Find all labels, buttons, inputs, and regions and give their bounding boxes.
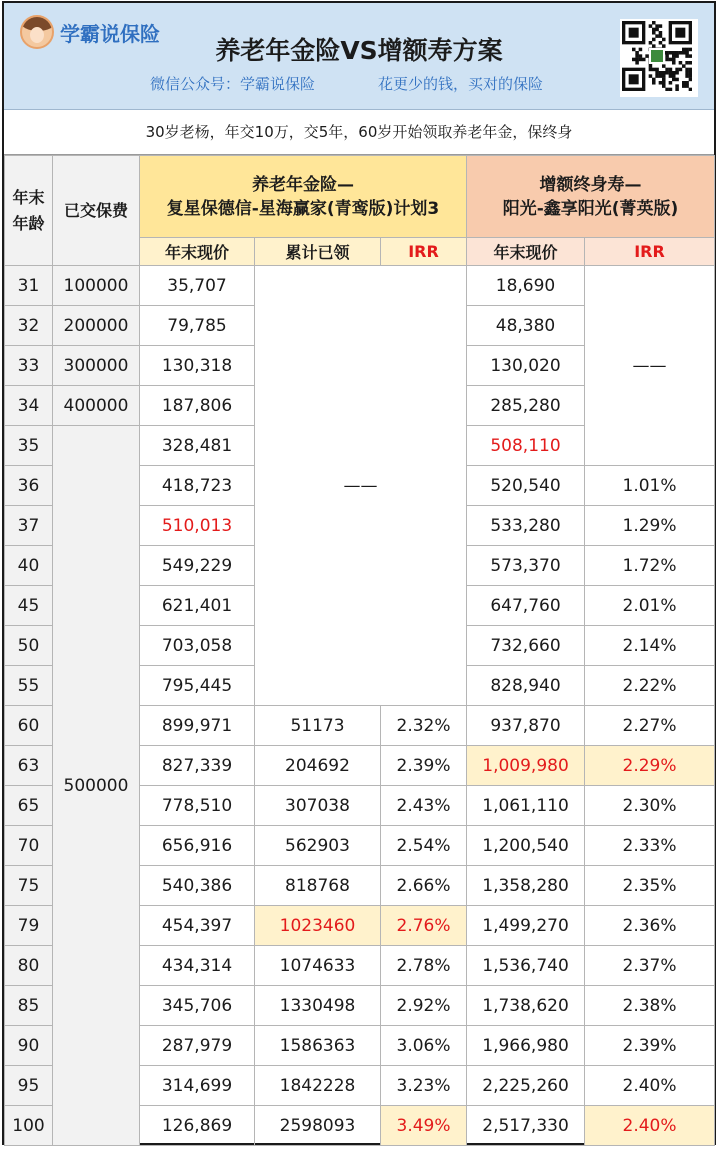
paid-cell: 400000 <box>53 386 140 426</box>
life-cash-value-cell: 1,499,270 <box>467 906 585 946</box>
life-irr-cell: 1.01% <box>585 466 715 506</box>
pension-cash-value-cell: 549,229 <box>140 546 255 586</box>
table-row <box>5 266 715 306</box>
age-cell: 50 <box>5 626 53 666</box>
pension-cash-value-cell: 827,339 <box>140 746 255 786</box>
age-cell: 90 <box>5 1026 53 1066</box>
pension-cash-value-cell: 187,806 <box>140 386 255 426</box>
life-cash-value-cell: 533,280 <box>467 506 585 546</box>
life-cash-value-cell: 2,517,330 <box>467 1106 585 1146</box>
pension-cash-value-cell: 130,318 <box>140 346 255 386</box>
pension-cash-value-cell: 510,013 <box>140 506 255 546</box>
life-cash-value-cell: 828,940 <box>467 666 585 706</box>
pension-irr-header: IRR <box>381 238 467 266</box>
life-irr-cell: 2.35% <box>585 866 715 906</box>
paid-cell-merged: 500000 <box>53 426 140 1146</box>
life-cash-value-cell: 2,225,260 <box>467 1066 585 1106</box>
col-age-header: 年末年龄 <box>5 156 53 266</box>
life-cash-value-cell: 1,009,980 <box>467 746 585 786</box>
life-cash-value-cell: 647,760 <box>467 586 585 626</box>
paid-cell: 100000 <box>53 266 140 306</box>
header-banner <box>4 3 714 110</box>
life-irr-cell: 2.30% <box>585 786 715 826</box>
wechat-account: 微信公众号：学霸说保险 <box>150 75 316 93</box>
pension-cash-value-cell: 434,314 <box>140 946 255 986</box>
age-cell: 75 <box>5 866 53 906</box>
life-irr-cell: 2.01% <box>585 586 715 626</box>
pension-cash-value-cell: 328,481 <box>140 426 255 466</box>
pension-cash-value-cell: 795,445 <box>140 666 255 706</box>
pension-cash-value-cell: 314,699 <box>140 1066 255 1106</box>
paid-cell: 300000 <box>53 346 140 386</box>
life-cash-value-cell: 573,370 <box>467 546 585 586</box>
pension-cash-value-cell: 656,916 <box>140 826 255 866</box>
life-cash-value-cell: 520,540 <box>467 466 585 506</box>
life-group-header: 增额终身寿— 阳光-鑫享阳光(菁英版) <box>467 156 715 238</box>
pension-cumulative-cell: 1842228 <box>255 1066 381 1106</box>
table-body <box>5 266 715 1146</box>
age-cell: 80 <box>5 946 53 986</box>
paid-cell: 200000 <box>53 306 140 346</box>
age-cell: 79 <box>5 906 53 946</box>
pension-cumulative-cell: 307038 <box>255 786 381 826</box>
pension-empty-dash: —— <box>255 266 467 706</box>
pension-irr-cell: 2.92% <box>381 986 467 1026</box>
age-cell: 55 <box>5 666 53 706</box>
pension-irr-cell: 3.06% <box>381 1026 467 1066</box>
life-irr-cell: 2.40% <box>585 1066 715 1106</box>
age-cell: 36 <box>5 466 53 506</box>
pension-cash-value-cell: 418,723 <box>140 466 255 506</box>
age-cell: 31 <box>5 266 53 306</box>
life-irr-cell: 2.22% <box>585 666 715 706</box>
brand-name: 学霸说保险 <box>60 21 160 46</box>
life-irr-cell: 2.36% <box>585 906 715 946</box>
life-cash-value-cell: 732,660 <box>467 626 585 666</box>
pension-cumulative-cell: 204692 <box>255 746 381 786</box>
age-cell: 63 <box>5 746 53 786</box>
pension-cash-value-cell: 126,869 <box>140 1106 255 1146</box>
pension-cumulative-cell: 562903 <box>255 826 381 866</box>
page-title: 养老年金险VS增额寿方案 <box>215 36 503 65</box>
pension-irr-cell: 2.39% <box>381 746 467 786</box>
life-cash-value-cell: 1,358,280 <box>467 866 585 906</box>
age-cell: 60 <box>5 706 53 746</box>
age-cell: 33 <box>5 346 53 386</box>
pension-cumulative-cell: 1330498 <box>255 986 381 1026</box>
pension-cash-value-cell: 540,386 <box>140 866 255 906</box>
life-cash-value-cell: 508,110 <box>467 426 585 466</box>
life-cash-value-cell: 1,061,110 <box>467 786 585 826</box>
scenario-description: 30岁老杨，年交10万，交5年，60岁开始领取养老年金，保终身 <box>4 110 714 155</box>
pension-irr-cell: 2.76% <box>381 906 467 946</box>
age-cell: 32 <box>5 306 53 346</box>
life-irr-cell: 2.37% <box>585 946 715 986</box>
slogan: 花更少的钱，买对的保险 <box>378 75 544 93</box>
age-cell: 85 <box>5 986 53 1026</box>
pension-cash-value-cell: 287,979 <box>140 1026 255 1066</box>
life-cash-value-cell: 937,870 <box>467 706 585 746</box>
life-empty-dash: —— <box>585 266 715 466</box>
comparison-sheet <box>2 1 716 1145</box>
age-cell: 95 <box>5 1066 53 1106</box>
life-irr-cell: 2.33% <box>585 826 715 866</box>
life-irr-cell: 2.39% <box>585 1026 715 1066</box>
age-cell: 100 <box>5 1106 53 1146</box>
pension-irr-cell: 2.66% <box>381 866 467 906</box>
pension-cumulative-cell: 1586363 <box>255 1026 381 1066</box>
life-cash-value-cell: 1,536,740 <box>467 946 585 986</box>
pension-cash-value-cell: 621,401 <box>140 586 255 626</box>
age-cell: 34 <box>5 386 53 426</box>
pension-cash-value-cell: 35,707 <box>140 266 255 306</box>
pension-cumulative-cell: 818768 <box>255 866 381 906</box>
pension-irr-cell: 2.43% <box>381 786 467 826</box>
pension-group-header: 养老年金险— 复星保德信-星海赢家(青鸾版)计划3 <box>140 156 467 238</box>
life-cash-value-header: 年末现价 <box>467 238 585 266</box>
comparison-table <box>4 155 715 1146</box>
age-cell: 35 <box>5 426 53 466</box>
life-cash-value-cell: 1,200,540 <box>467 826 585 866</box>
life-irr-cell: 2.27% <box>585 706 715 746</box>
col-paid-header: 已交保费 <box>53 156 140 266</box>
pension-cash-value-cell: 79,785 <box>140 306 255 346</box>
pension-cash-value-cell: 345,706 <box>140 986 255 1026</box>
life-irr-cell: 1.29% <box>585 506 715 546</box>
pension-cumulative-header: 累计已领 <box>255 238 381 266</box>
pension-cumulative-cell: 1023460 <box>255 906 381 946</box>
pension-cumulative-cell: 1074633 <box>255 946 381 986</box>
life-cash-value-cell: 18,690 <box>467 266 585 306</box>
pension-cash-value-cell: 703,058 <box>140 626 255 666</box>
pension-irr-cell: 2.54% <box>381 826 467 866</box>
pension-cumulative-cell: 2598093 <box>255 1106 381 1146</box>
life-cash-value-cell: 285,280 <box>467 386 585 426</box>
pension-cumulative-cell: 51173 <box>255 706 381 746</box>
life-irr-cell: 2.40% <box>585 1106 715 1146</box>
pension-irr-cell: 3.49% <box>381 1106 467 1146</box>
age-cell: 65 <box>5 786 53 826</box>
age-cell: 37 <box>5 506 53 546</box>
pension-cash-value-cell: 899,971 <box>140 706 255 746</box>
pension-cash-value-cell: 454,397 <box>140 906 255 946</box>
life-cash-value-cell: 130,020 <box>467 346 585 386</box>
pension-irr-cell: 2.32% <box>381 706 467 746</box>
life-cash-value-cell: 48,380 <box>467 306 585 346</box>
age-cell: 70 <box>5 826 53 866</box>
life-cash-value-cell: 1,966,980 <box>467 1026 585 1066</box>
qr-code-icon <box>620 19 698 97</box>
pension-cash-value-cell: 778,510 <box>140 786 255 826</box>
life-cash-value-cell: 1,738,620 <box>467 986 585 1026</box>
age-cell: 40 <box>5 546 53 586</box>
life-irr-header: IRR <box>585 238 715 266</box>
life-irr-cell: 2.14% <box>585 626 715 666</box>
pension-cash-value-header: 年末现价 <box>140 238 255 266</box>
life-irr-cell: 2.38% <box>585 986 715 1026</box>
pension-irr-cell: 2.78% <box>381 946 467 986</box>
life-irr-cell: 2.29% <box>585 746 715 786</box>
life-irr-cell: 1.72% <box>585 546 715 586</box>
age-cell: 45 <box>5 586 53 626</box>
pension-irr-cell: 3.23% <box>381 1066 467 1106</box>
